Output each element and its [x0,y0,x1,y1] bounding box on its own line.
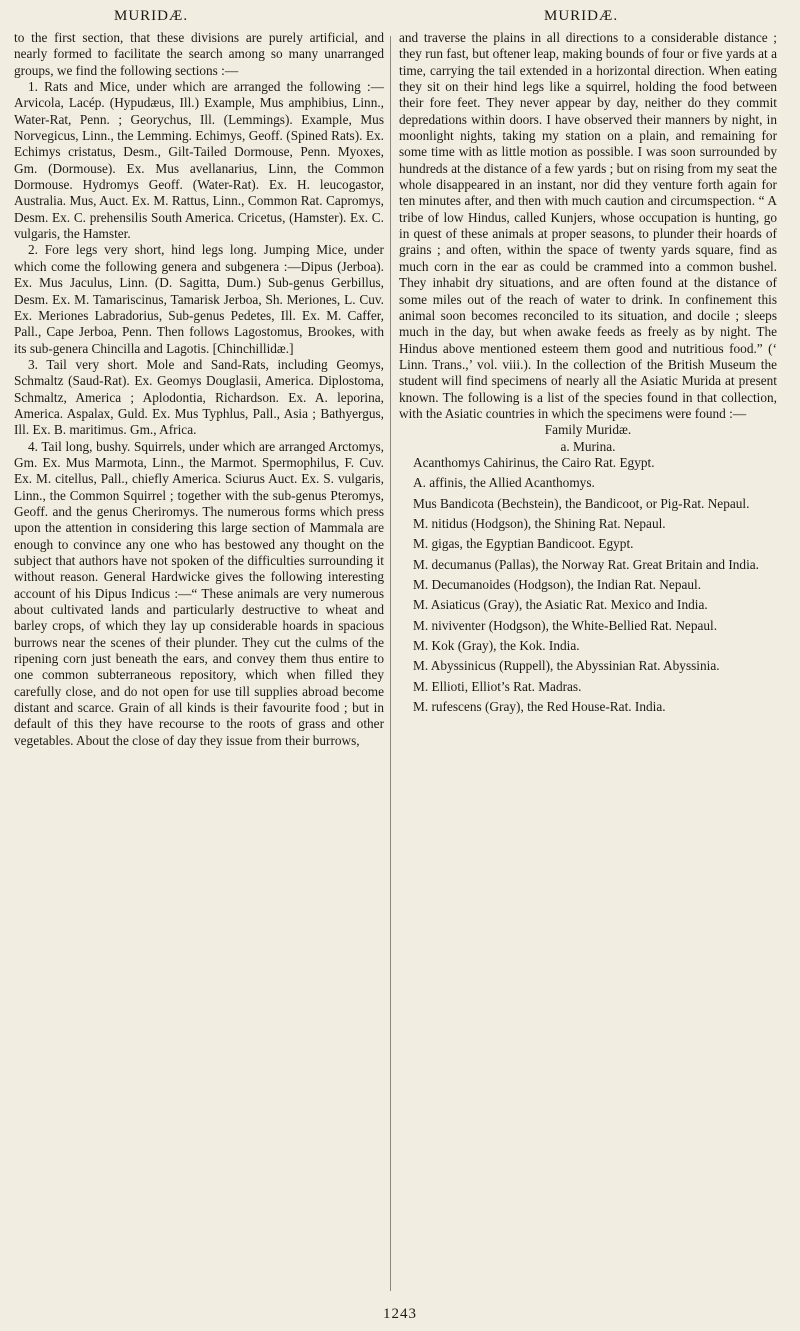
species-entry: M. Ellioti, Elliot’s Rat. Madras. [413,678,582,694]
intro-paragraph: to the first section, that these divisions are purely artificial, and nearly formed to facilitate the search among so many unarranged groups, we find the following sections :— [14,30,384,78]
species-entry: M. Asiaticus (Gray), the Asiatic Rat. Mexico and India. [413,597,708,613]
section-4-paragraph: 4. Tail long, bushy. Squirrels, under which are arranged Arctomys, Gm. Ex. Mus Marmota, Linn., the Marmot. Spermophilus, F. Cuv. Ex. M. citellus, Pall., chiefly America. Sciurus Auct. Ex. S. vulgaris, Linn., the Common Squirrel ; together with the sub-genus Pteromys, Geoff. and the genus Cheriromys. The numerous forms which press upon the attention in considering this large section of Mammala are enough to convince any one who has bestowed any thought on the subject that authors have not spoken of the difficulties surrounding it without reason. General Hardwicke gives the following interesting account of his Dipus Indicus :—“ These animals are very numerous about cultivated lands and particularly destructive to wheat and barley crops, of which they lay up considerable hoards in spacious burrows near the scenes of their plunder. They cut the culms of the ripening corn just beneath the ears, and convey them thus entire to one common subterraneous repository, which when filled they carefully close, and do not open for use till supplies abroad become distant and scarce. Grain of all kinds is their favourite food ; but in default of this they have recourse to the roots of grass and other vegetables. About the close of day they issue from their burrows, [14,438,384,748]
text-columns [14,30,778,1295]
species-entry: M. decumanus (Pallas), the Norway Rat. Great Britain and India. [413,556,759,572]
column-divider [390,36,391,1291]
species-entry: Mus Bandicota (Bechstein), the Bandicoot, or Pig-Rat. Nepaul. [413,495,750,511]
species-entry: A. affinis, the Allied Acanthomys. [413,475,595,491]
species-entry: M. niviventer (Hodgson), the White-Bellied Rat. Nepaul. [413,617,718,633]
species-entry: M. gigas, the Egyptian Bandicoot. Egypt. [413,536,634,552]
running-head-left: MURIDÆ. [114,8,189,24]
species-entry: M. Abyssinicus (Ruppell), the Abyssinian Rat. Abyssinia. [413,658,720,674]
page-number: 1243 [383,1306,417,1322]
species-list [399,455,777,715]
species-entry: M. nitidus (Hodgson), the Shining Rat. Nepaul. [413,515,666,531]
species-entry: M. Kok (Gray), the Kok. India. [413,638,580,654]
section-3-paragraph: 3. Tail very short. Mole and Sand-Rats, including Geomys, Schmaltz (Saud-Rat). Ex. Geomys Douglasii, America. Diplostoma, Schmaltz, America ; Aplodontia, Richardson. Ex. A. leporina, America. Aspalax, Guld. Ex. Mus Typhlus, Pall., Asia ; Bathyergus, Ill. Ex. B. maritimus. Gm., Africa. [14,356,384,438]
right-column [399,30,777,1295]
section-2-paragraph: 2. Fore legs very short, hind legs long. Jumping Mice, under which come the following genera and subgenera :—Dipus (Jerboa). Ex. Mus Jaculus, Linn. (D. Sagitta, Dum.) Sub-genus Gerbillus, Desm. Ex. M. Tamariscinus, Tamarisk Jerboa, Sh. Meriones, L. Cuv. Ex. Meriones Labradorius, Sub-genus Pedetes, Ill. Ex. M. Caffer, Pall., Cape Jerboa, Penn. Then follows Lagostomus, Brookes, with its sub-genera Chincilla and Lagotis. [Chinchillidæ.] [14,242,384,356]
species-entry: M. Decumanoides (Hodgson), the Indian Rat. Nepaul. [413,577,702,592]
section-1-paragraph: 1. Rats and Mice, under which are arranged the following :—Arvicola, Lacép. (Hypudæus, Ill.) Example, Mus amphibius, Linn., Water-Rat, Penn. ; Georychus, Ill. (Lemmings). Example, Mus Norvegicus, Linn., the Lemming. Echimys, Geoff. (Spined Rats). Ex. Echimys cristatus, Desm., Gilt-Tailed Dormouse, Penn. Myoxes, Gm. (Dormouse). Ex. Mus avellanarius, Linn, the Common Dormouse. Hydromys Geoff. (Water-Rat). Ex. H. leucogastor, Australia. Mus, Auct. Ex. M. Rattus, Linn., Common Rat. Capromys, Desm. Ex. C. prehensilis South America. Cricetus, (Hamster). Ex. C. vulgaris, the Hamster. [14,79,384,242]
species-entry: M. rufescens (Gray), the Red House-Rat. India. [413,699,666,715]
continuation-paragraph: and traverse the plains in all directions to a considerable distance ; they run fast, but oftener leap, making bounds of four or five yards at a time, carrying the tail extended in a horizontal direction. When eating they sit on their hind legs like a squirrel, holding the food between their fore feet. They never appear by day, neither do they commit depredations within doors. I have observed their manners by night, in moonlight nights, taking my station on a plain, and remaining for some time with as little motion as possible. I was soon surrounded by hundreds at the distance of a few yards ; but on rising from my seat the whole disappeared in an instant, nor did they venture forth again for ten minutes after, and then with much caution and circumspection. “ A tribe of low Hindus, called Kunjers, whose occupation is hunting, go in quest of these animals at proper seasons, to plunder their hoards of grains ; and often, within the space of twenty yards square, find as much corn in the ear as could be crammed into a common bushel. They inhabit dry situations, and are often found at the distance of some miles out of the reach of water to drink. In confinement this animal soon becomes reconciled to its situation, and docile ; sleeps much in the day, but when awake feeds as freely as by night. The Hindus above mentioned esteem them good and nutritious food.” (‘ Linn. Trans.,’ vol. viii.). In the collection of the British Museum the student will find specimens of nearly all the Asiatic Murida at present known. The following is a list of the species found in that collection, with the Asiatic countries in which the specimens were found :— [399,30,777,421]
running-head-right: MURIDÆ. [544,8,619,24]
family-heading: Family Muridæ. [544,422,632,438]
subfamily-heading: a. Murina. [560,438,616,454]
left-column [14,30,384,1295]
running-heads [14,8,778,30]
species-entry: Acanthomys Cahirinus, the Cairo Rat. Egypt. [413,454,655,470]
